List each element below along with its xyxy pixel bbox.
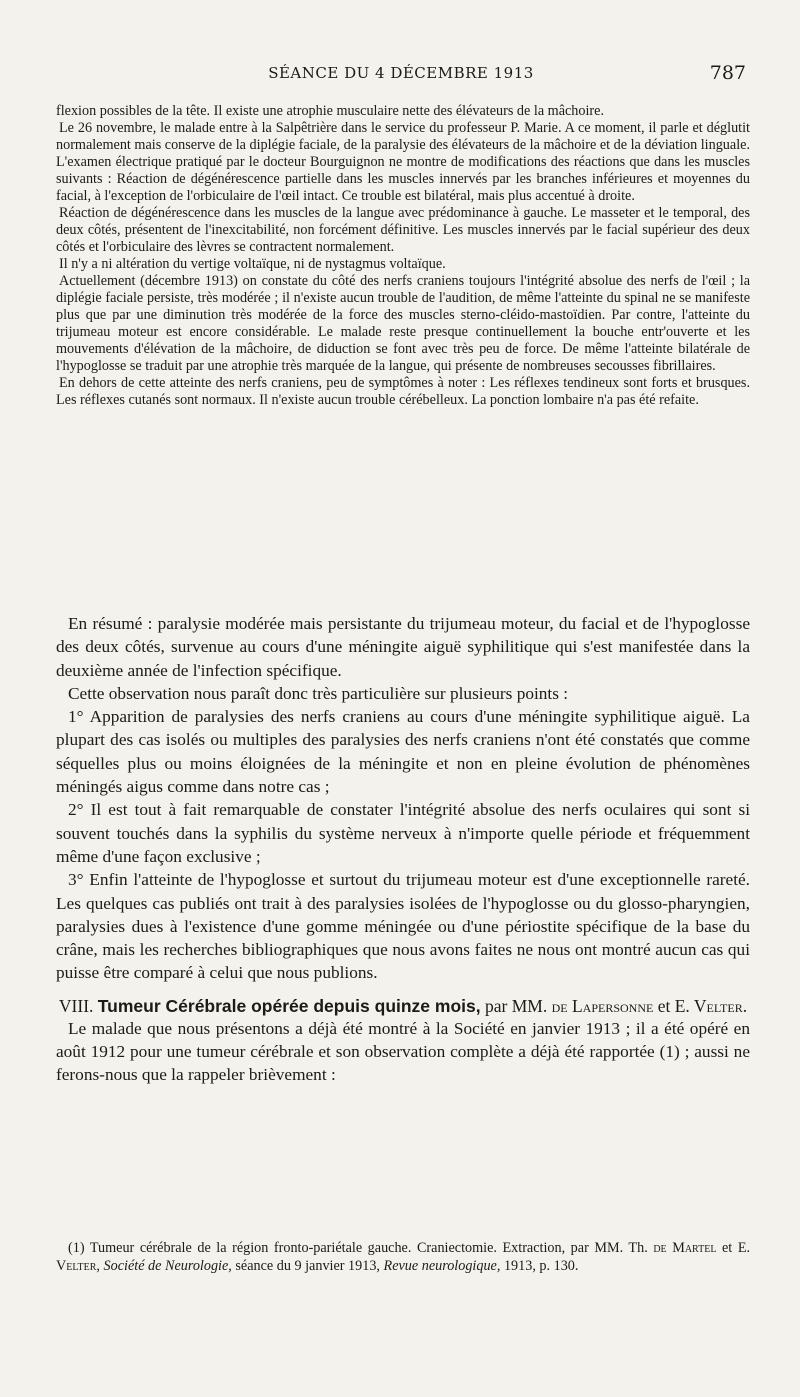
section-and: et [657,995,671,1016]
point-text: Enfin l'atteinte de l'hypoglosse et surtout du trijumeau moteur est d'une exceptionnelle rareté. Les quelques cas publiés ont trait à des paralysies isolées de l'hypoglosse ou du glosso-pharyngien, paralysies dues à l'existence d'une gomme méningée ou d'une périostite spécifique de la base du crâne, mais les recherches bibliographiques que nous avons faites ne nous ont montré aucun cas qui puisse être comparé à celui que nous publions. [56,870,750,983]
section-author: E. Velter. [674,995,748,1016]
footnote-text: et [722,1240,733,1256]
numbered-point [56,868,750,984]
section-author: de Lapersonne [551,995,654,1016]
paragraph: Le malade que nous présentons a déjà été montré à la Société en janvier 1913 ; il a été opéré en août 1912 pour une tumeur cérébrale et son observation complète a déjà été rapportée (1) ; aussi ne ferons-nous que la rappeler brièvement : [56,1018,750,1085]
page-header [56,62,746,88]
point-text: Il est tout à fait remarquable de constater l'intégrité absolue des nerfs oculaires qui sont si souvent touchés dans la syphilis du système nerveux à n'importe quelle période et fréquemment même d'une façon exclusive ; [56,800,750,866]
page-number: 787 [709,62,746,84]
section-by: par MM. [485,995,548,1016]
footnote-text: séance du 9 janvier 1913, [235,1257,380,1274]
paragraph: Il n'y a ni altération du vertige voltaïque, ni de nystagmus voltaïque. [59,256,446,272]
footnote-journal: Société de Neurologie, [103,1257,232,1274]
paragraph: En dehors de cette atteinte des nerfs craniens, peu de symptômes à noter : Les réflexes tendineux sont forts et brusques. Les réflexes cutanés sont normaux. Il n'existe aucun trouble cérébelleux. La ponction lombaire n'a pas été refaite. [56,375,750,408]
point-number: 3° [68,870,84,890]
footnote-author: E. Velter, [56,1240,751,1274]
summary-paragraph: En résumé : paralysie modérée mais persistante du trijumeau moteur, du facial et de l'hypoglosse des deux côtés, survenue au cours d'une méningite aiguë syphilitique qui s'est manifestée dans la deuxième année de l'infection spécifique. [56,614,750,680]
footnote-marker: (1) [68,1240,85,1256]
footnote-author: de Martel [653,1240,717,1256]
main-text-section [56,612,750,1087]
footnote-text: Tumeur cérébrale de la région fronto-pariétale gauche. Craniectomie. Extraction, par MM. Th. [89,1240,648,1256]
footnote [56,1240,750,1275]
section-heading [56,995,750,1017]
numbered-point [56,798,750,868]
footnote-text: 1913, p. 130. [503,1257,579,1274]
small-print-section [56,103,750,409]
paragraph: Le 26 novembre, le malade entre à la Salpêtrière dans le service du professeur P. Marie. A ce moment, il parle et déglutit normalement mais conserve de la diplégie faciale, de la paralysie des élévateurs de la mâchoire et de la déviation linguale. L'examen électrique pratiqué par le docteur Bourguignon ne montre de modifications des réactions que dans les muscles suivants : Réaction de dégénérescence partielle dans les muscles innervés par les branches inférieures et moyennes du facial, à l'exception de l'orbiculaire de l'œil intact. Ce trouble est bilatéral, mais plus accentué à droite. [56,120,750,204]
section-title: Tumeur Cérébrale opérée depuis quinze mois, [97,995,481,1016]
paragraph: Cette observation nous paraît donc très particulière sur plusieurs points : [68,683,569,703]
point-text: Apparition de paralysies des nerfs craniens au cours d'une méningite syphilitique aiguë. La plupart des cas isolés ou multiples des paralysies des nerfs craniens n'ont été constatés que comme séquelles plus ou moins éloignées de la méningite et non en pleine évolution de phénomènes méningés aigus comme dans notre cas ; [56,707,750,797]
section-number: VIII. [58,995,94,1016]
footnote-journal: Revue neurologique, [383,1257,501,1274]
paragraph: Réaction de dégénérescence dans les muscles de la langue avec prédominance à gauche. Le masseter et le temporal, des deux côtés, présentent de l'inexcitabilité, non forcément définitive. Les muscles innervés par le facial supérieur des deux côtés et l'orbiculaire des lèvres se contractent normalement. [56,205,750,255]
paragraph: flexion possibles de la tête. Il existe une atrophie musculaire nette des élévateurs de la mâchoire. [56,103,604,119]
numbered-point [56,705,750,798]
running-title: SÉANCE DU 4 DÉCEMBRE 1913 [268,64,534,82]
point-number: 1° [68,707,84,727]
paragraph: Actuellement (décembre 1913) on constate du côté des nerfs craniens toujours l'intégrité absolue des nerfs de l'œil ; la diplégie faciale persiste, très modérée ; il n'existe aucun trouble de l'audition, de même l'atteinte du spinal ne se manifeste plus que par une diminution très modérée de la force des muscles sterno-cléido-mastoïdien. Par contre, l'atteinte du trijumeau moteur est encore considérable. Le malade reste presque continuellement la bouche entr'ouverte et les mouvements d'élévation de la mâchoire, de diduction se font avec très peu de force. De même l'atteinte bilatérale de l'hypoglosse se traduit par une atrophie très marquée de la langue, qui présente de nombreuses secousses fibrillaires. [56,273,750,374]
point-number: 2° [68,800,84,820]
